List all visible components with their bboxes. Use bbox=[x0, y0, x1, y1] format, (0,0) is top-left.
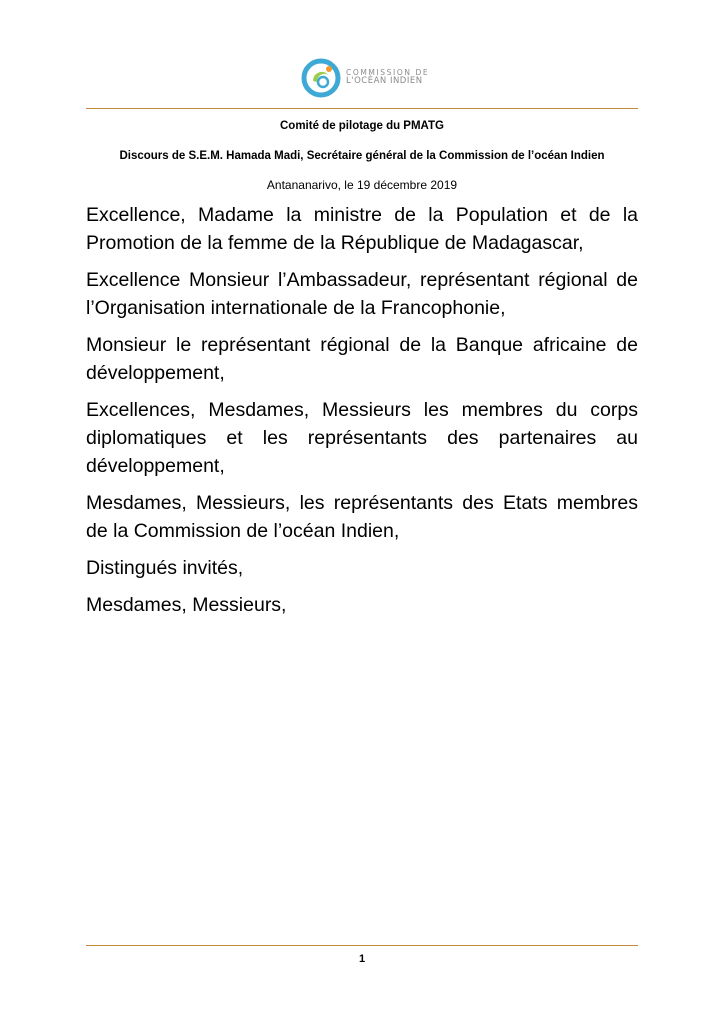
paragraph-2: Excellence Monsieur l’Ambassadeur, représentant régional de l’Organisation internationale de la Francophonie, bbox=[86, 269, 638, 319]
logo-line-1: COMMISSION DE bbox=[346, 67, 430, 77]
logo-wordmark bbox=[346, 69, 429, 87]
location-date: Antananarivo, le 19 décembre 2019 bbox=[266, 178, 458, 192]
paragraph-6: Distingués invités, bbox=[86, 557, 244, 579]
footer-divider bbox=[86, 945, 638, 946]
paragraph-4: Excellences, Mesdames, Messieurs les membres du corps diplomatiques et les représentants des partenaires au développement, bbox=[86, 399, 638, 477]
coi-logo bbox=[300, 56, 429, 100]
coi-logo-icon bbox=[300, 57, 342, 99]
paragraph-7: Mesdames, Messieurs, bbox=[86, 594, 287, 616]
speech-body bbox=[86, 201, 638, 628]
document-subtitle: Discours de S.E.M. Hamada Madi, Secrétaire général de la Commission de l’océan Indien bbox=[119, 150, 605, 162]
paragraph-5: Mesdames, Messieurs, les représentants des Etats membres de la Commission de l’océan Indien, bbox=[86, 492, 638, 542]
document-title: Comité de pilotage du PMATG bbox=[280, 120, 444, 132]
paragraph-3: Monsieur le représentant régional de la Banque africaine de développement, bbox=[86, 334, 638, 384]
page-number: 1 bbox=[358, 953, 366, 965]
paragraph-1: Excellence, Madame la ministre de la Population et de la Promotion de la femme de la République de Madagascar, bbox=[86, 204, 638, 254]
logo-line-2: L'OCÉAN INDIEN bbox=[346, 76, 423, 87]
header-divider bbox=[86, 108, 638, 109]
